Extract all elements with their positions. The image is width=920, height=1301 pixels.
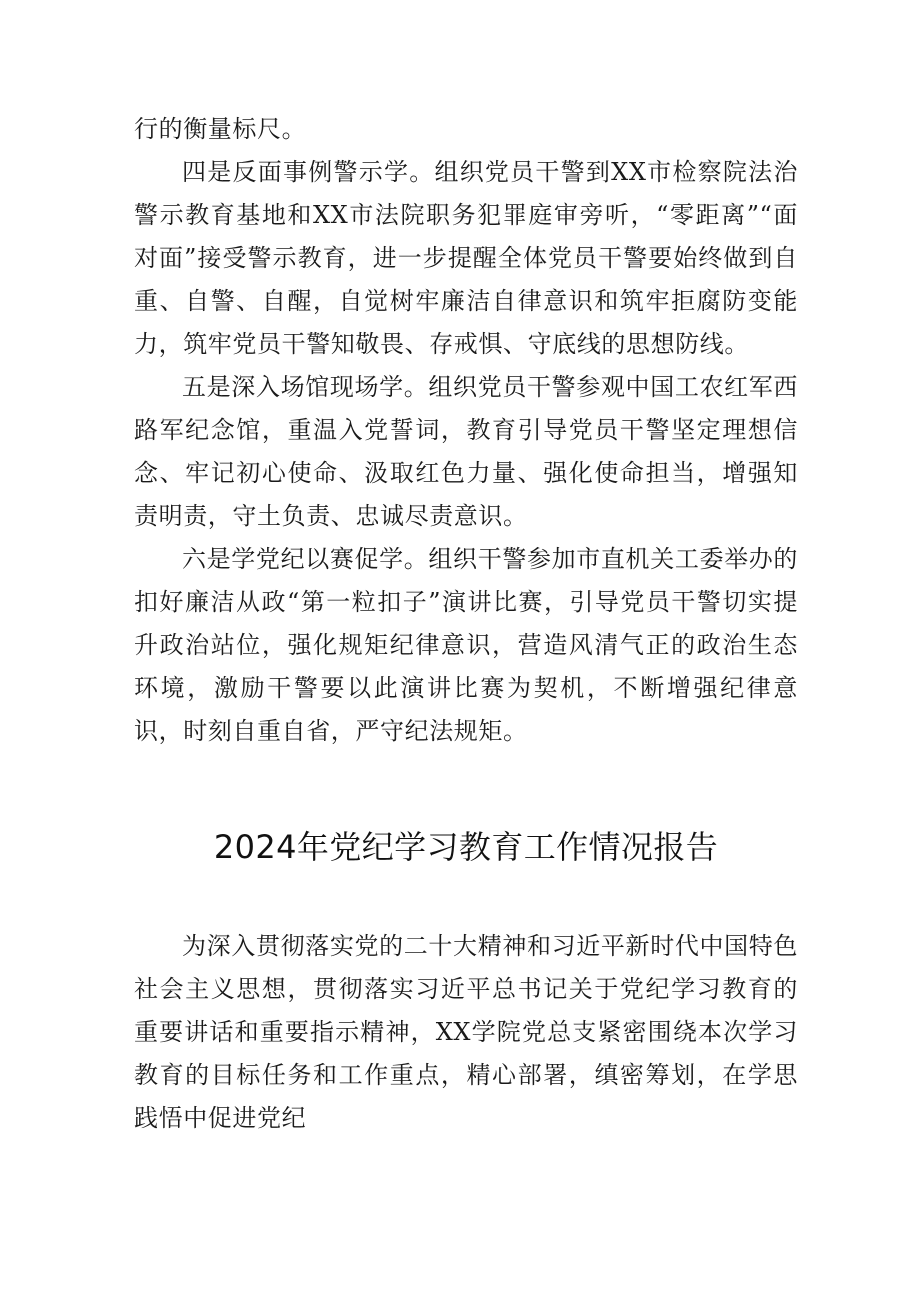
previous-report-section (134, 0, 798, 753)
report-intro-paragraph: 为深入贯彻落实党的二十大精神和习近平新时代中国特色社会主义思想，贯彻落实习近平总书记关于党纪学习教育的重要讲话和重要指示精神，XX学院党总支紧密围绕本次学习教育的目标任务和工作重点，精心部署，缜密筹划，在学思践悟中促进党纪 (134, 932, 798, 1132)
paragraph-warning-education: 四是反面事例警示学。组织党员干警到XX市检察院法治警示教育基地和XX市法院职务犯罪庭审旁听，“零距离”“面对面”接受警示教育，进一步提醒全体党员干警要始终做到自重、自警、自醒，自觉树牢廉洁自律意识和筑牢拒腐防变能力，筑牢党员干警知敬畏、存戒惧、守底线的思想防线。 (134, 158, 798, 358)
continued-paragraph: 行的衡量标尺。 (134, 115, 307, 143)
report-title: 2024年党纪学习教育工作情况报告 (213, 828, 719, 866)
report-body (134, 925, 798, 1140)
paragraph-venue-visit: 五是深入场馆现场学。组织党员干警参观中国工农红军西路军纪念馆，重温入党誓词，教育引导党员干警坚定理想信念、牢记初心使命、汲取红色力量、强化使命担当，增强知责明责，守土负责、忠诚尽责意识。 (134, 373, 798, 530)
paragraph-speech-contest: 六是学党纪以赛促学。组织干警参加市直机关工委举办的扣好廉洁从政“第一粒扣子”演讲比赛，引导党员干警切实提升政治站位，强化规矩纪律意识，营造风清气正的政治生态环境，激励干警要以此演讲比赛为契机，不断增强纪律意识，时刻自重自省，严守纪法规矩。 (134, 545, 798, 745)
